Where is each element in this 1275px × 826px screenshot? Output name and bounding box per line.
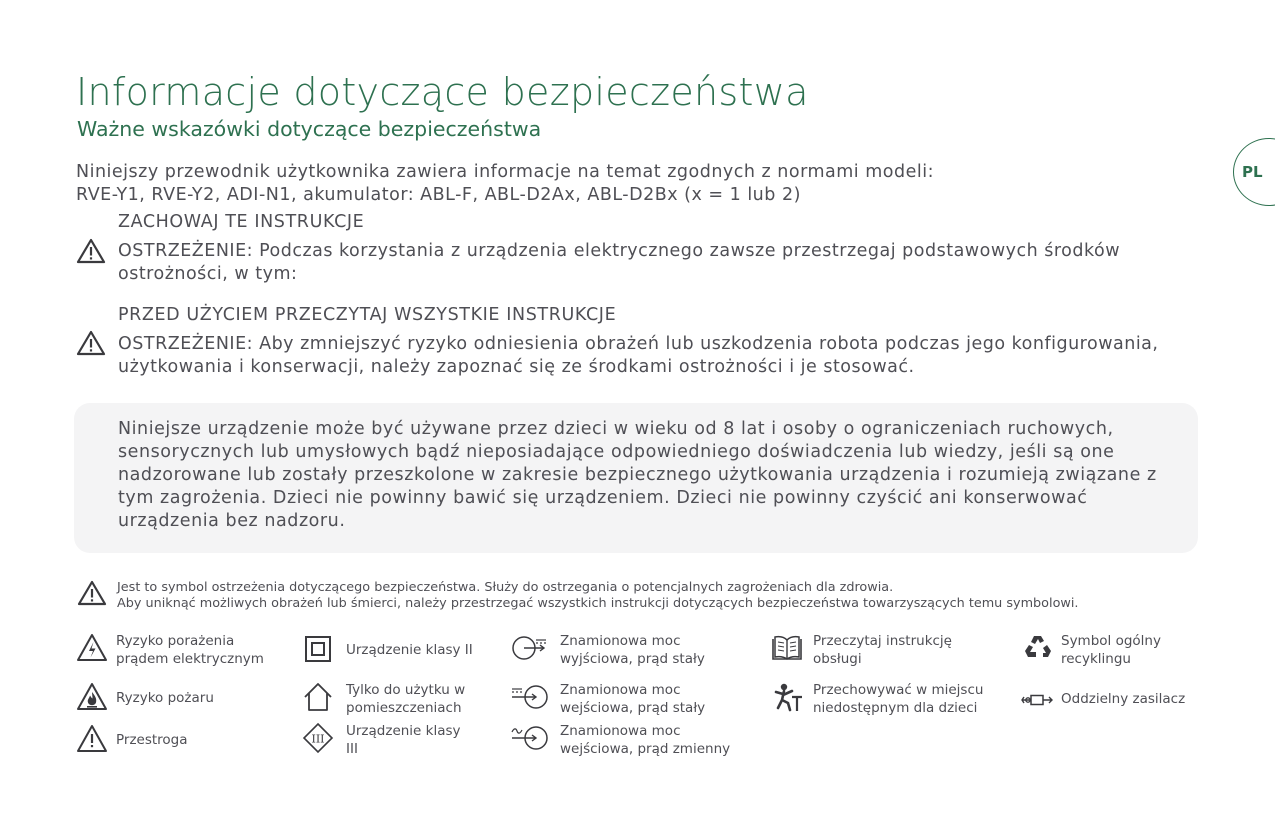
electric-shock-icon [76,632,108,664]
language-badge: PL [1233,138,1275,206]
intro-text [76,161,934,207]
legend-label-dc-in: Znamionowa moc wejściowa, prąd stały [560,682,706,716]
symbol-note-line-1: Jest to symbol ostrzeżenia dotyczącego bezpieczeństwa. Służy do ostrzegania o potencjalnych zagrożeniach dla zdrowia. [117,580,894,595]
warning-triangle-icon [77,580,107,606]
ac-input-icon [510,722,550,754]
symbol-note-line-2: Aby uniknąć możliwych obrażeń lub śmierci, należy przestrzegać wszystkich instrukcji dotyczących bezpieczeństwa towarzyszących temu symbolowi. [117,596,1079,611]
warning-text-2: OSTRZEŻENIE: Aby zmniejszyć ryzyko odniesienia obrażeń lub uszkodzenia robota podczas jego konfigurowania, użytkowania i konserwacji, należy zapoznać się ze środkami ostrożności i je stosować. [118,334,1159,377]
open-book-icon [770,632,804,664]
intro-line-1: Niniejszy przewodnik użytkownika zawiera informacje na temat zgodnych z normami modeli: [76,162,934,182]
caution-triangle-icon [76,723,108,755]
house-indoor-icon [302,681,334,713]
legend-label-recycling: Symbol ogólny recyklingu [1061,633,1161,667]
page-subtitle: Ważne wskazówki dotyczące bezpieczeństwa [77,117,542,141]
legend-label-psu: Oddzielny zasilacz [1061,691,1186,707]
section-heading-keep-instructions: ZACHOWAJ TE INSTRUKCJE [118,212,365,232]
legend-label-class2: Urządzenie klasy II [346,642,473,658]
warning-triangle-icon [76,238,106,264]
section-heading-read-instructions: PRZED UŻYCIEM PRZECZYTAJ WSZYSTKIE INSTRUKCJE [118,305,617,325]
class-ii-square-icon [302,633,334,665]
warning-triangle-icon [76,330,106,356]
legend-label-shock: Ryzyko porażenia prądem elektrycznym [116,633,264,667]
children-notice-box [74,403,1198,553]
legend-label-children: Przechowywać w miejscu niedostępnym dla dzieci [813,682,984,716]
recycling-icon [1022,632,1054,664]
legend-label-read-manual: Przeczytaj instrukcję obsługi [813,633,952,667]
children-notice-text: Niniejsze urządzenie może być używane przez dzieci w wieku od 8 lat i osoby o ograniczeniach ruchowych, sensorycznych lub umysłowych bądź nieposiadające odpowiedniego doświadczenia lub wiedzy, jeśli są one nadzorowane lub zostały przeszkolone w zakresie bezpiecznego użytkowania urządzenia i rozumieją związane z tym zagrożenia. Dzieci nie powinny bawić się urządzeniem. Dzieci nie powinny czyścić ani konserwować urządzenia bez nadzoru. [118,419,1157,531]
keep-from-children-icon [770,681,804,713]
legend-label-fire: Ryzyko pożaru [116,690,214,706]
warning-text-1: OSTRZEŻENIE: Podczas korzystania z urządzenia elektrycznego zawsze przestrzegaj podstawowych środków ostrożności, w tym: [118,241,1121,284]
intro-line-2: RVE-Y1, RVE-Y2, ADI-N1, akumulator: ABL-F, ABL-D2Ax, ABL-D2Bx (x = 1 lub 2) [76,185,801,205]
safety-symbol-explanation [117,580,1079,612]
power-supply-icon [1020,684,1056,716]
dc-input-icon [510,681,550,713]
svg-text:III: III [311,732,325,746]
class-iii-diamond-icon [302,722,334,754]
page-title: Informacje dotyczące bezpieczeństwa [76,70,809,114]
legend-label-caution: Przestroga [116,732,188,748]
fire-hazard-icon [76,681,108,713]
legend-label-ac-in: Znamionowa moc wejściowa, prąd zmienny [560,723,731,757]
legend-label-class3: Urządzenie klasy III [346,723,461,757]
legend-label-dc-out: Znamionowa moc wyjściowa, prąd stały [560,633,705,667]
legend-label-indoor: Tylko do użytku w pomieszczeniach [346,682,466,716]
dc-output-icon [510,632,550,664]
